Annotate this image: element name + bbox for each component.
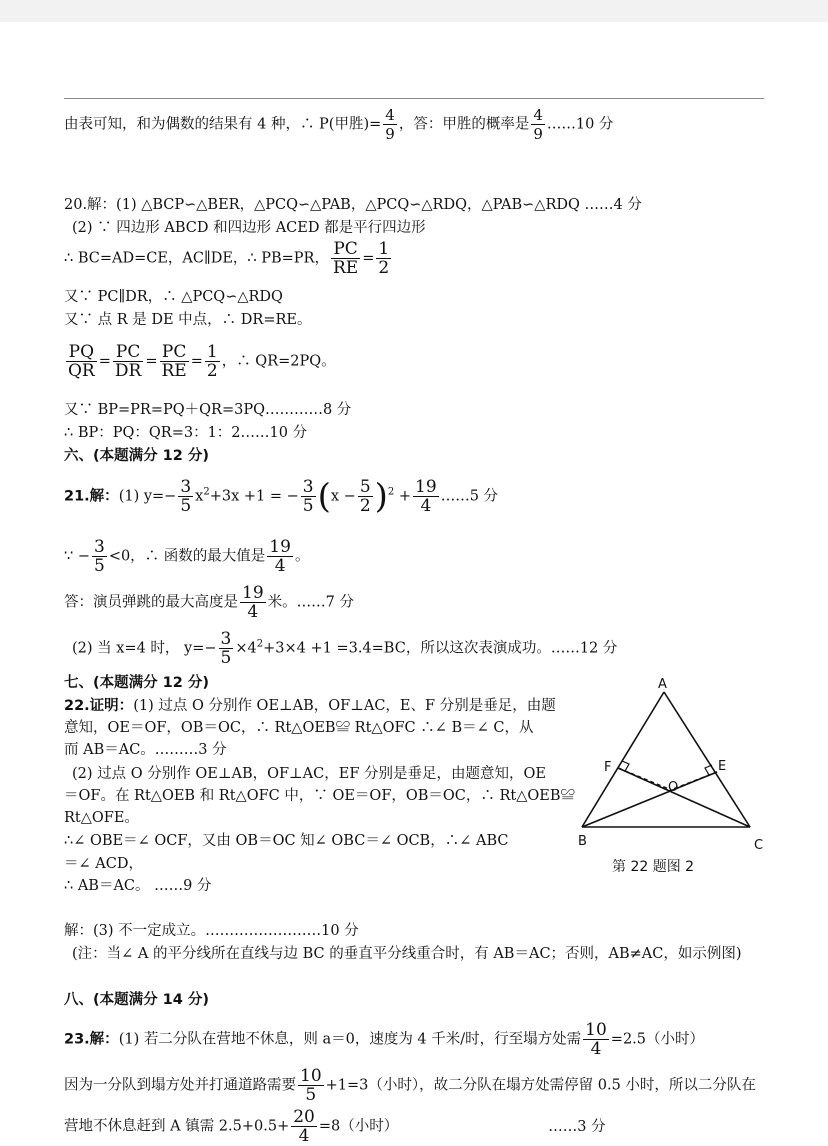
denominator: 5 <box>180 496 192 516</box>
text: +3x +1 = − <box>209 488 299 505</box>
denominator: 4 <box>267 556 293 575</box>
q22-line-8: ＝∠ ACD， <box>64 856 143 872</box>
q22-line-5: ＝OF。在 Rt△OEB 和 Rt△OFC 中，∵ OE＝OF，OB＝OC，∴ Rt△OEB≌ <box>64 788 576 804</box>
section-8-heading: 八、(本题满分 14 分) <box>64 992 210 1008</box>
numerator: PC <box>115 342 141 362</box>
q22-line-10: 解：(3) 不一定成立。……………………10 分 <box>64 923 359 939</box>
fraction <box>113 343 143 380</box>
numerator: 20 <box>293 1107 315 1127</box>
label-e: E <box>718 759 727 774</box>
section-6-heading: 六、(本题满分 12 分) <box>64 448 210 464</box>
denominator: RE <box>332 258 359 278</box>
label-o: O <box>668 780 679 795</box>
denominator: 5 <box>298 1085 324 1104</box>
text: (1) y=− <box>118 488 177 505</box>
denominator: RE <box>161 361 187 381</box>
numerator: 4 <box>385 106 395 124</box>
text: 米。……7 分 <box>267 594 354 611</box>
q20-line-6: $\frac{PQ}{QR}$ = $\frac{PC}{DR}$ = $\frac{PC}{RE}$ = $\frac{1}{2}$ ，∴ QR=2PQ。 <box>68 342 336 381</box>
fraction <box>383 106 397 143</box>
fraction <box>92 538 107 575</box>
q20-line-1: 20.解：(1) △BCP∽△BER，△PCQ∽△PAB，△PCQ∽△RDQ，△PAB∽△RDQ ……4 分 <box>64 197 642 213</box>
numerator: 1 <box>206 342 218 362</box>
q21-line-4 <box>72 630 617 667</box>
text: ∵ − <box>64 548 90 565</box>
exponent: 2 <box>256 638 264 650</box>
numerator: PC <box>333 239 358 259</box>
denominator: 5 <box>93 556 105 576</box>
numerator: 19 <box>415 477 437 497</box>
denominator: 2 <box>378 258 390 278</box>
text: 营地不休息赶到 A 镇需 2.5+0.5+ <box>64 1118 290 1135</box>
text: =2.5（小时） <box>610 1031 705 1048</box>
label-b: B <box>578 834 587 849</box>
fraction <box>331 240 360 277</box>
text: ∴ BC=AD=CE，AC∥DE，∴ PB=PR， <box>64 250 329 267</box>
text: + <box>398 488 412 505</box>
denominator: 5 <box>220 648 232 668</box>
fraction <box>291 1108 317 1145</box>
q23-line-2 <box>64 1067 756 1104</box>
numerator: 19 <box>242 583 264 603</box>
q22-line-1 <box>64 696 556 716</box>
denominator: DR <box>114 361 142 381</box>
fraction <box>205 343 220 380</box>
denominator: 4 <box>240 602 266 621</box>
fraction <box>160 343 189 380</box>
q21-line-3 <box>64 584 354 621</box>
label: 23.解： <box>64 1031 119 1048</box>
fraction <box>178 478 193 515</box>
q22-line-2: 意知，OE＝OF，OB＝OC，∴ Rt△OEB≌ Rt△OFC ∴∠ B＝∠ C，从 <box>64 720 534 736</box>
numerator: 3 <box>220 629 232 649</box>
numerator: 1 <box>378 239 390 259</box>
label-c: C <box>754 838 764 853</box>
text: (1) 若二分队在营地不休息，则 a＝0，速度为 4 千米/时，行至塌方处需 <box>118 1031 582 1048</box>
exponent: 2 <box>203 486 210 498</box>
q21-line-1 <box>64 478 498 515</box>
header-rule <box>64 98 764 99</box>
numerator: 3 <box>302 477 314 497</box>
text: 因为一分队到塌方处并打通道路需要 <box>64 1077 296 1094</box>
q20-line-5: 又∵ 点 R 是 DE 中点，∴ DR=RE。 <box>64 312 312 328</box>
paren: ( <box>317 476 331 517</box>
fraction <box>240 584 266 621</box>
text: =8（小时） <box>318 1118 399 1135</box>
fraction <box>376 240 391 277</box>
q20-line-4: 又∵ PC∥DR，∴ △PCQ∽△RDQ <box>64 289 283 305</box>
text: +3×4 +1 =3.4=BC，所以这次表演成功。……12 分 <box>263 640 618 657</box>
numerator: 10 <box>300 1066 322 1086</box>
top-bar <box>0 0 828 22</box>
q19-conclusion <box>64 106 613 143</box>
text: x <box>195 488 204 505</box>
segment-o-f <box>618 768 671 790</box>
label: 22.证明： <box>64 698 134 714</box>
q20-line-8: ∴ BP：PQ：QR=3：1：2……10 分 <box>64 425 308 441</box>
paren: ) <box>374 476 388 517</box>
q22-line-9: ∴ AB＝AC。 ……9 分 <box>64 878 212 894</box>
text: ，答：甲胜的概率是 <box>398 116 530 133</box>
side-ac <box>664 692 750 827</box>
text: ×4 <box>235 640 257 657</box>
denominator: QR <box>68 361 95 381</box>
q20-line-2: (2) ∵ 四边形 ABCD 和四边形 ACED 都是平行四边形 <box>72 220 426 236</box>
text: ……3 分 <box>548 1118 606 1135</box>
denominator: 5 <box>302 496 314 516</box>
numerator: 19 <box>269 537 291 557</box>
q22-line-3: 而 AB＝AC。………3 分 <box>64 742 227 758</box>
fraction <box>301 478 316 515</box>
numerator: PQ <box>68 342 95 362</box>
numerator: 3 <box>93 537 105 557</box>
numerator: 4 <box>533 106 543 124</box>
denominator: 9 <box>533 125 543 143</box>
denominator: 4 <box>413 496 439 515</box>
q20-line-3: ∴ BC=AD=CE，AC∥DE，∴ PB=PR， $\frac{PC}{RE}$ = $\frac{1}{2}$ <box>64 239 390 278</box>
denominator: 4 <box>291 1126 317 1145</box>
q20-line-7: 又∵ BP=PR=PQ＋QR=3PQ…………8 分 <box>64 402 352 418</box>
text: +1=3（小时），故二分队在塌方处需停留 0.5 小时，所以二分队在 <box>325 1077 756 1094</box>
q22-line-6: Rt△OFE。 <box>64 810 139 826</box>
denominator: 2 <box>359 496 371 516</box>
text: (2) 当 x=4 时， y=− <box>72 640 217 657</box>
text: <0，∴ 函数的最大值是 <box>108 548 266 565</box>
text: 答：演员弹跳的最大高度是 <box>64 594 238 611</box>
q21-line-2 <box>64 538 309 575</box>
denominator: 9 <box>385 125 395 143</box>
numerator: 10 <box>585 1020 607 1040</box>
fraction <box>219 630 234 667</box>
q23-line-1 <box>64 1021 704 1058</box>
figure-caption: 第 22 题图 2 <box>612 859 695 875</box>
label-f: F <box>604 760 612 775</box>
text: ，∴ QR=2PQ。 <box>221 353 336 370</box>
text: (1) 过点 O 分别作 OE⊥AB，OF⊥AC，E、F 分别是垂足，由题 <box>133 698 556 714</box>
denominator: 2 <box>206 361 218 381</box>
denominator: 4 <box>583 1039 609 1058</box>
fraction <box>531 106 545 143</box>
q22-line-4: (2) 过点 O 分别作 OE⊥AB，OF⊥AC，EF 分别是垂足，由题意知，OE <box>72 766 546 782</box>
section-7-heading: 七、(本题满分 12 分) <box>64 675 210 691</box>
fraction <box>583 1021 609 1058</box>
numerator: 5 <box>359 477 371 497</box>
exponent: 2 <box>387 486 395 498</box>
fraction <box>413 478 439 515</box>
triangle-figure <box>574 672 770 882</box>
numerator: PC <box>161 342 187 362</box>
fraction <box>358 478 373 515</box>
q22-line-11: (注：当∠ A 的平分线所在直线与边 BC 的垂直平分线重合时，有 AB＝AC；否则，AB≠AC，如示例图) <box>72 946 742 962</box>
q22-line-7: ∴∠ OBE＝∠ OCF，又由 OB＝OC 知∠ OBC＝∠ OCB，∴∠ ABC <box>64 833 509 849</box>
text: 由表可知，和为偶数的结果有 4 种，∴ P(甲胜)= <box>64 116 382 133</box>
text: x − <box>330 488 356 505</box>
fraction <box>298 1067 324 1104</box>
numerator: 3 <box>180 477 192 497</box>
side-ab <box>582 692 664 827</box>
text: ……10 分 <box>546 116 614 133</box>
label: 21.解： <box>64 488 119 505</box>
label-a: A <box>658 677 667 692</box>
text: ……5 分 <box>440 488 499 505</box>
fraction <box>267 538 293 575</box>
q23-line-3 <box>64 1108 606 1145</box>
fraction <box>66 343 97 380</box>
text: 。 <box>294 548 310 565</box>
